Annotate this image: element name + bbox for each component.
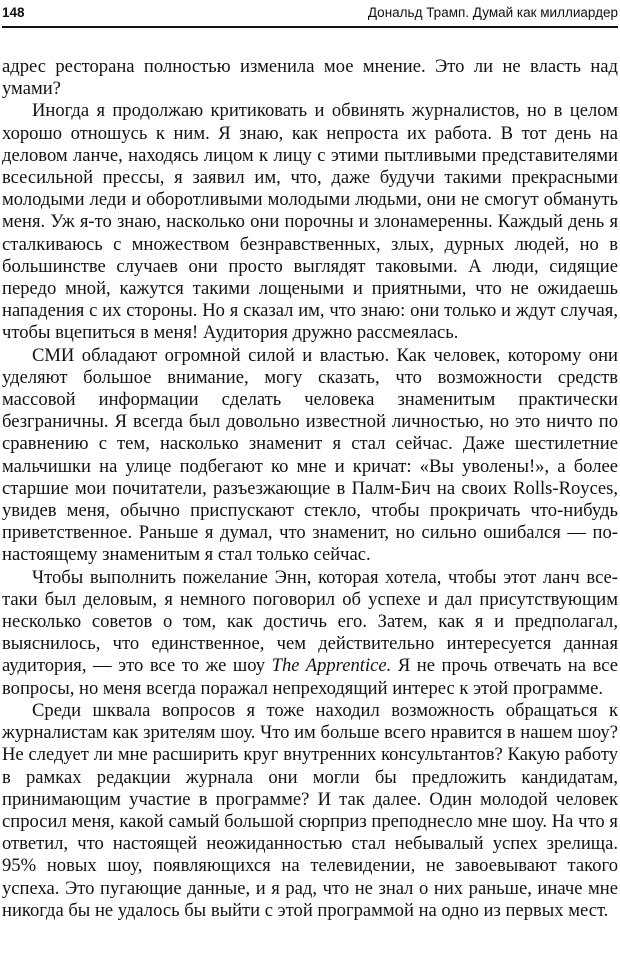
paragraph-text: Чтобы выполнить пожелание Энн, которая хотела, чтобы этот ланч все-таки был деловым, я немного поговорил об успехе и дал присутствующим несколько советов о том, как достичь его. Затем, как я и предполагал, выяснилось, что единственное, чем действительно интересуется данная аудитория, — это все то же шоу [2, 566, 618, 677]
page-header [2, 0, 618, 26]
body-text [2, 56, 618, 922]
paragraph: адрес ресторана полностью изменила мое мнение. Это ли не власть над умами? [2, 56, 618, 100]
paragraph [2, 567, 618, 700]
paragraph-text: Я не прочь отвечать на все вопросы, но меня всегда поражал непреходящий интерес к этой программе. [2, 655, 618, 699]
paragraph: СМИ обладают огромной силой и властью. Как человек, которому они уделяют большое внимание, могу сказать, что возможности средств массовой информации сделать человека знаменитым практически безграничны. Я всегда был довольно известной личностью, но это ничто по сравнению с тем, насколько знаменит я стал сейчас. Даже шестилетние мальчишки на улице подбегают ко мне и кричат: «Вы уволены!», а более старшие мои почитатели, разъезжающие в Палм-Бич на своих Rolls-Royces, увидев меня, обычно приспускают стекло, чтобы прокричать что-нибудь приветственное. Раньше я думал, что знаменит, но сильно ошибался — по-настоящему знаменитым я стал только сейчас. [2, 344, 618, 566]
page-number: 148 [2, 5, 25, 20]
header-rule [2, 26, 618, 28]
paragraph: Среди шквала вопросов я тоже находил возможность обращаться к журналистам как зрителям шоу. Что им больше всего нравится в нашем шоу? Не следует ли мне расширить круг внутренних консультантов? Какую работу в рамках редакции журнала они могли бы предложить кандидатам, принимающим участие в программе? И так далее. Один молодой человек спросил меня, какой самый большой сюрприз преподнесло мне шоу. На что я ответил, что настоящей неожиданностью стал небывалый успех зрелища. 95% новых шоу, появляющихся на телевидении, не завоевывают такого успеха. Это пугающие данные, и я рад, что не знал о них раньше, иначе мне никогда бы не удалось бы выйти с этой программой на одно из первых мест. [2, 699, 618, 921]
paragraph: Иногда я продолжаю критиковать и обвинять журналистов, но в целом хорошо отношусь к ним. Я знаю, как непроста их работа. В тот день на деловом ланче, находясь лицом к лицу с этими пытливыми представителями всесильной прессы, я заявил им, что, даже будучи такими прекрасными молодыми леди и оборотливыми молодыми людьми, они не смогут обмануть меня. Уж я-то знаю, насколько они порочны и злонамеренны. Каждый день я сталкиваюсь с множеством безнравственных, злых, дурных людей, но в большинстве случаев они просто выглядят таковыми. А люди, сидящие передо мной, кажутся такими лощеными и приятными, что не ожидаешь нападения с их стороны. Но я сказал им, что знаю: они только и ждут случая, чтобы вцепиться в меня! Аудитория дружно рассмеялась. [2, 100, 618, 344]
running-title: Дональд Трамп. Думай как миллиардер [367, 5, 618, 20]
show-title: The Apprentice. [271, 655, 392, 677]
